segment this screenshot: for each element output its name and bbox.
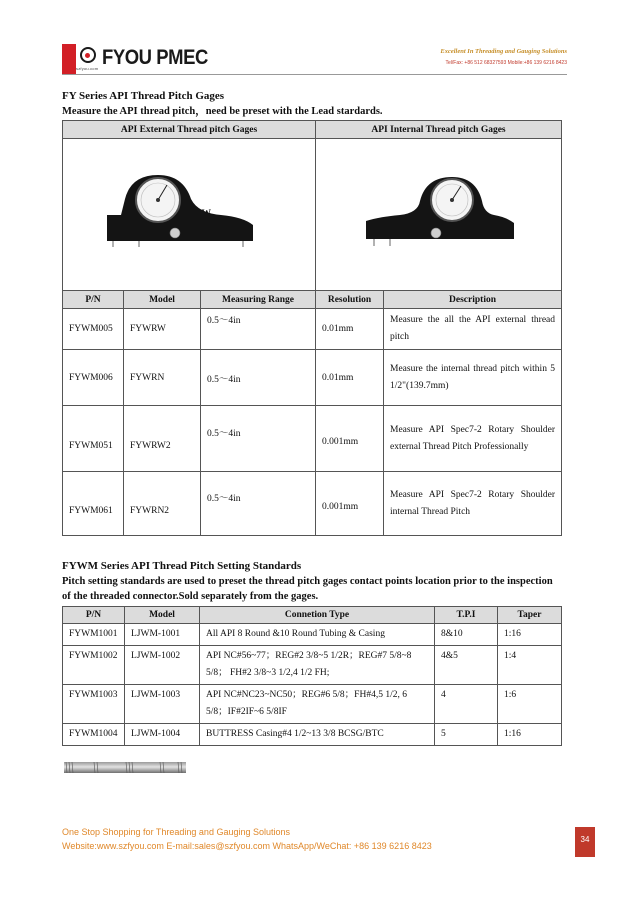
table-row <box>63 624 562 646</box>
section1-desc: Measure the API thread pitch，need be preset with the Lead stardards. <box>62 106 383 117</box>
setting-standard-table <box>62 606 562 746</box>
cell-description: Measure API Spec7-2 Rotary Shoulder internal Thread Pitch <box>384 472 562 536</box>
col-header-model: Model <box>124 291 201 309</box>
col-header-taper: Taper <box>498 607 562 624</box>
header-contact: Tel/Fax: +86 512 68327593 Mobile:+86 139 6216 8423 <box>445 60 567 66</box>
cell-connection-type: All API 8 Round &10 Round Tubing & Casing <box>200 624 435 646</box>
cell-pn: FYWM006 <box>63 350 124 406</box>
table-row <box>63 685 562 724</box>
cell-tpi: 4&5 <box>435 646 498 685</box>
external-gage-header: API External Thread pitch Gages <box>63 121 316 139</box>
table-row <box>63 472 562 536</box>
cell-model: FYWRN2 <box>124 472 201 536</box>
internal-gage-header: API Internal Thread pitch Gages <box>316 121 562 139</box>
table-row <box>63 309 562 350</box>
page-number: 34 <box>575 827 595 857</box>
cell-range: 0.5～4in <box>201 350 316 406</box>
cell-pn: FYWM005 <box>63 309 124 350</box>
col-header-connection-type: Connetion Type <box>200 607 435 624</box>
cell-resolution: 0.001mm <box>316 472 384 536</box>
cell-resolution: 0.01mm <box>316 309 384 350</box>
cell-model: LJWM-1001 <box>125 624 200 646</box>
external-gage-image-cell <box>63 139 316 291</box>
cell-connection-type: API NC#NC23~NC50；REG#6 5/8；FH#4,5 1/2, 6 5/8；IF#2IF~6 5/8IF <box>200 685 435 724</box>
section1-title: FY Series API Thread Pitch Gages <box>62 90 225 102</box>
external-gage-image <box>103 169 263 251</box>
cell-model: FYWRW <box>124 309 201 350</box>
section2-desc: Pitch setting standards are used to preset the thread pitch gages contact points location prior to the inspection of the threaded connector.Sold separately from the gages. <box>62 576 553 602</box>
cell-taper: 1:6 <box>498 685 562 724</box>
cell-pn: FYWM1003 <box>63 685 125 724</box>
col-header-pn: P/N <box>63 607 125 624</box>
cell-pn: FYWM061 <box>63 472 124 536</box>
cell-taper: 1:4 <box>498 646 562 685</box>
cell-model: LJWM-1002 <box>125 646 200 685</box>
logo-text: FYOU PMEC <box>102 46 208 69</box>
cell-pn: FYWM1001 <box>63 624 125 646</box>
col-header-pn: P/N <box>63 291 124 309</box>
cell-tpi: 4 <box>435 685 498 724</box>
page-header <box>62 44 567 74</box>
pitch-gage-table <box>62 120 562 536</box>
cell-pn: FYWM1002 <box>63 646 125 685</box>
header-divider <box>62 74 567 75</box>
logo-mark <box>62 44 76 74</box>
footer-contact: Website:www.szfyou.com E-mail:sales@szfyou.com WhatsApp/WeChat: +86 139 6216 8423 <box>62 841 432 851</box>
table-row <box>63 646 562 685</box>
cell-tpi: 8&10 <box>435 624 498 646</box>
cell-model: LJWM-1003 <box>125 685 200 724</box>
internal-gage-image <box>360 169 520 251</box>
table-row <box>63 350 562 406</box>
cell-model: FYWRW2 <box>124 406 201 472</box>
cell-connection-type: BUTTRESS Casing#4 1/2~13 3/8 BCSG/BTC <box>200 724 435 746</box>
cell-connection-type: API NC#56~77；REG#2 3/8~5 1/2R；REG#7 5/8~8 5/8； FH#2 3/8~3 1/2,4 1/2 FH; <box>200 646 435 685</box>
col-header-resolution: Resolution <box>316 291 384 309</box>
internal-gage-image-cell <box>316 139 562 291</box>
cell-model: LJWM-1004 <box>125 724 200 746</box>
cell-range: 0.5～4in <box>201 309 316 350</box>
cell-resolution: 0.001mm <box>316 406 384 472</box>
cell-description: Measure the internal thread pitch within 5 1/2"(139.7mm) <box>384 350 562 406</box>
cell-description: Measure API Spec7-2 Rotary Shoulder external Thread Pitch Professionally <box>384 406 562 472</box>
table-row <box>63 406 562 472</box>
cell-range: 0.5～4in <box>201 406 316 472</box>
col-header-model: Model <box>125 607 200 624</box>
footer-slogan: One Stop Shopping for Threading and Gauging Solutions <box>62 827 290 837</box>
section2-title: FYWM Series API Thread Pitch Setting Standards <box>62 560 302 572</box>
cell-model: FYWRN <box>124 350 201 406</box>
cell-pn: FYWM1004 <box>63 724 125 746</box>
cell-taper: 1:16 <box>498 724 562 746</box>
cell-resolution: 0.01mm <box>316 350 384 406</box>
col-header-description: Description <box>384 291 562 309</box>
logo-subtext: szfyou.com <box>76 66 99 71</box>
header-tagline: Excellent In Threading and Gauging Solutions <box>440 48 567 55</box>
setting-standard-image <box>64 762 186 773</box>
cell-tpi: 5 <box>435 724 498 746</box>
cell-taper: 1:16 <box>498 624 562 646</box>
cell-description: Measure the all the API external thread pitch <box>384 309 562 350</box>
col-header-tpi: T.P.I <box>435 607 498 624</box>
cell-pn: FYWM051 <box>63 406 124 472</box>
logo-icon <box>80 47 96 63</box>
table-row <box>63 724 562 746</box>
col-header-range: Measuring Range <box>201 291 316 309</box>
cell-range: 0.5～4in <box>201 472 316 536</box>
